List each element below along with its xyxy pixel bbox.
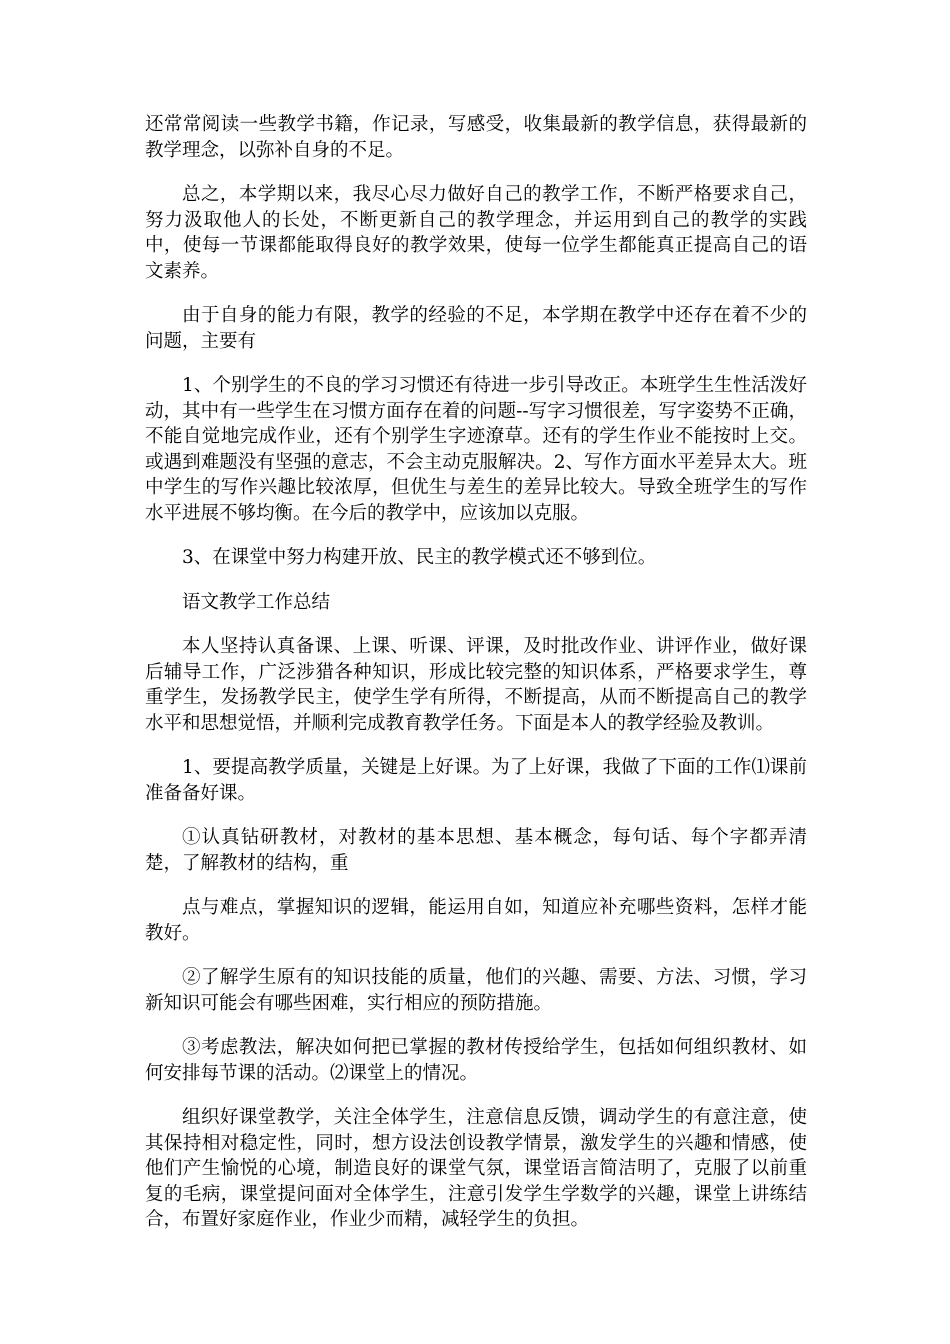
paragraph-classroom-organization: 组织好课堂教学，关注全体学生，注意信息反馈，调动学生的有意注意，使其保持相对稳定性，同时，想方设法创设教学情景，激发学生的兴趣和情感，使他们产生愉悦的心境，制造良好的课堂气氛，课堂语言简洁明了，克服了以前重复的毛病，课堂提问面对全体学生，注意引发学生学数学的兴趣，课堂上讲练结合，布置好家庭作业，作业少而精，减轻学生的负担。 (145, 1107, 807, 1230)
paragraph-problem-habits-writing: 1、个别学生的不良的学习习惯还有待进一步引导改正。本班学生生性活泼好动，其中有一些学生在习惯方面存在着的问题--写字习惯很差，写字姿势不正确，不能自觉地完成作业，还有个别学生字迹潦草。还有的学生作业不能按时上交。或遇到难题没有坚强的意志，不会主动克服解决。2、写作方面水平差异太大。班中学生的写作兴趣比较浓厚，但优生与差生的差异比较大。导致全班学生的写作水平进展不够均衡。在今后的教学中，应该加以克服。 (145, 375, 807, 524)
paragraph-summary: 总之，本学期以来，我尽心尽力做好自己的教学工作，不断严格要求自己，努力汲取他人的长处，不断更新自己的教学理念，并运用到自己的教学的实践中，使每一节课都能取得良好的教学效果，使每一位学生都能真正提高自己的语文素养。 (145, 184, 807, 282)
paragraph-item-study-materials: ①认真钻研教材，对教材的基本思想、基本概念，每句话、每个字都弄清楚，了解教材的结构，重 (145, 827, 807, 874)
paragraph-problems-intro: 由于自身的能力有限，教学的经验的不足，本学期在教学中还存在着不少的问题，主要有 (145, 305, 807, 352)
section-title: 语文教学工作总结 (182, 591, 331, 613)
paragraph-point-1: 1、要提高教学质量，关键是上好课。为了上好课，我做了下面的工作⑴课前准备备好课。 (145, 757, 807, 804)
paragraph-problem-teaching-mode: 3、在课堂中努力构建开放、民主的教学模式还不够到位。 (182, 547, 657, 568)
paragraph-item-understand-students: ②了解学生原有的知识技能的质量，他们的兴趣、需要、方法、习惯，学习新知识可能会有哪些困难，实行相应的预防措施。 (145, 967, 807, 1014)
paragraph-item-teaching-method: ③考虑教法，解决如何把已掌握的教材传授给学生，包括如何组织教材、如何安排每节课的活动。⑵课堂上的情况。 (145, 1037, 807, 1084)
paragraph-item-key-points: 点与难点，掌握知识的逻辑，能运用自如，知道应补充哪些资料，怎样才能教好。 (145, 897, 807, 944)
document-body (145, 112, 807, 1252)
paragraph-personal-statement: 本人坚持认真备课、上课、听课、评课，及时批改作业、讲评作业，做好课后辅导工作，广泛涉猎各种知识，形成比较完整的知识体系，严格要求学生，尊重学生，发扬教学民主，使学生学有所得，不断提高，从而不断提高自己的教学水平和思想觉悟，并顺利完成教育教学任务。下面是本人的教学经验及教训。 (145, 636, 807, 734)
paragraph-reading-habits: 还常常阅读一些教学书籍，作记录，写感受，收集最新的教学信息，获得最新的教学理念，以弥补自身的不足。 (145, 114, 807, 161)
